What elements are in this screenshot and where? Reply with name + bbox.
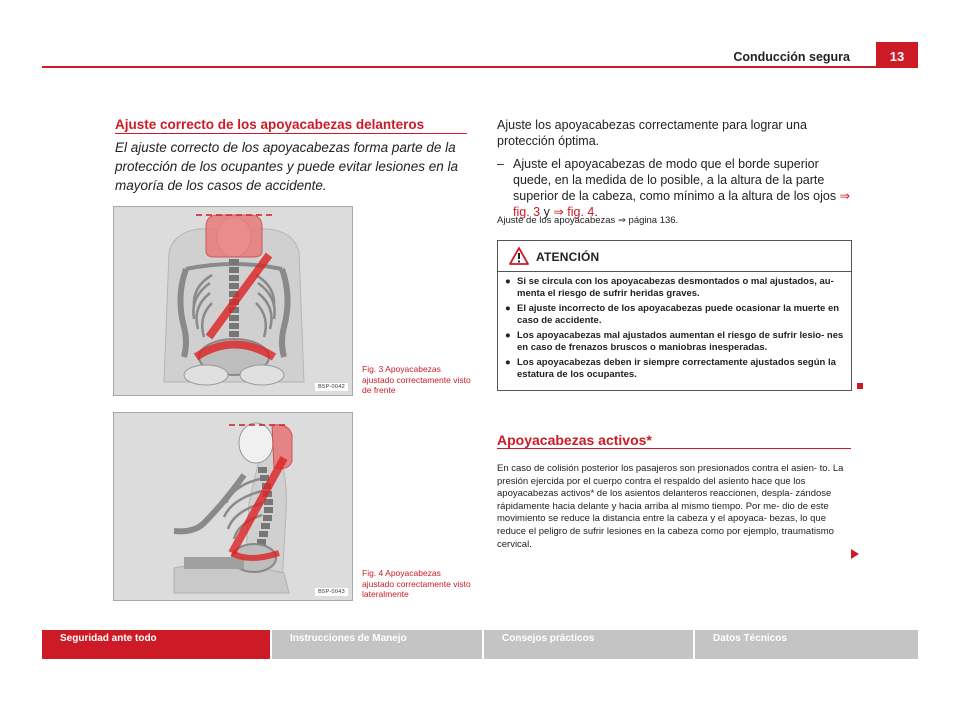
section-heading-active-headrests: Apoyacabezas activos* [497,432,652,448]
bullet: ● [505,357,511,368]
warning-item [505,357,845,381]
warning-list [498,272,851,381]
step-dash: – [497,157,504,171]
warning-item [505,276,845,300]
link-fig-4[interactable]: ⇒ fig. 4 [553,205,595,219]
side-skeleton-illustration [114,413,353,601]
arrow-right-icon[interactable] [851,546,859,564]
figure-3-caption: Fig. 3 Apoyacabezas ajustado correctamente visto de frente [362,364,471,395]
section-heading-rule [497,448,851,449]
warning-title: ATENCIÓN [536,250,600,264]
link-fig-3[interactable]: ⇒ fig. 3 [513,189,851,219]
section-heading-front-headrests: Ajuste correcto de los apoyacabezas delanteros [115,117,425,132]
figure-code: B5P-0043 [315,588,348,596]
figure-4-side-view [113,412,353,601]
bullet: ● [505,303,511,314]
warning-item-text: Los apoyacabezas deben ir siempre correctamente ajustados según la estatura de los ocupantes. [517,357,836,380]
section-heading-rule [115,133,467,134]
tab-consejos[interactable]: Consejos prácticos [484,630,693,659]
see-also-reference[interactable]: Ajuste de los apoyacabezas ⇒ página 136. [497,215,679,226]
header-rule [42,66,876,68]
figure-4-caption: Fig. 4 Apoyacabezas ajustado correctamente visto lateralmente [362,568,471,599]
step-instruction [513,156,855,220]
step-conjunction: y [540,205,554,219]
tab-datos-tecnicos[interactable]: Datos Técnicos [695,630,918,659]
step-end: . [594,205,598,219]
bullet: ● [505,276,511,287]
bullet: ● [505,330,511,341]
page-number: 13 [876,42,918,68]
header-section-title: Conducción segura [733,50,850,64]
warning-item-text: Los apoyacabezas mal ajustados aumentan el riesgo de sufrir lesio- nes en caso de frenazos bruscos o maniobras inesperadas. [517,330,844,353]
active-headrests-paragraph: En caso de colisión posterior los pasajeros son presionados contra el asien- to. La presión ejercida por el cuerpo contra el respaldo del asiento hace que los apoyacabezas activos* de los asientos delanteros reaccionen, despla- zándose rápidamente hacia delante y hacia arriba al mismo tiempo. Por me- dio de este movimiento se reduce la distancia entre la cabeza y el apoyaca- bezas, lo que reduce el peligro de sufrir lesiones en la cabeza como por ejemplo, traumatismo cervical. [497,463,844,550]
footer-tabs [42,630,918,659]
warning-triangle-icon [509,247,529,270]
figure-3-front-view [113,206,353,396]
tab-instrucciones[interactable]: Instrucciones de Manejo [272,630,482,659]
lead-paragraph: El ajuste correcto de los apoyacabezas forma parte de la protección de los ocupantes y puede evitar lesiones en la mayoría de los casos de accidente. [115,140,458,193]
warning-item-text: El ajuste incorrecto de los apoyacabezas puede ocasionar la muerte en caso de accidente. [517,303,840,326]
step-text: Ajuste el apoyacabezas de modo que el borde superior quede, en la medida de lo posible, a la altura de la parte superior de la cabeza, como mínimo a la altura de los ojos [513,157,837,203]
warning-item [505,303,845,327]
warning-header [498,241,851,272]
warning-item [505,330,845,354]
warning-item-text: Si se circula con los apoyacabezas desmontados o mal ajustados, au- menta el riesgo de sufrir heridas graves. [517,276,834,299]
front-skeleton-illustration [114,207,353,396]
end-of-section-marker [857,383,863,389]
figure-code: B5P-0042 [315,383,348,391]
warning-box [497,240,852,391]
tab-seguridad[interactable]: Seguridad ante todo [42,630,270,659]
intro-paragraph: Ajuste los apoyacabezas correctamente para lograr una protección óptima. [497,118,807,148]
